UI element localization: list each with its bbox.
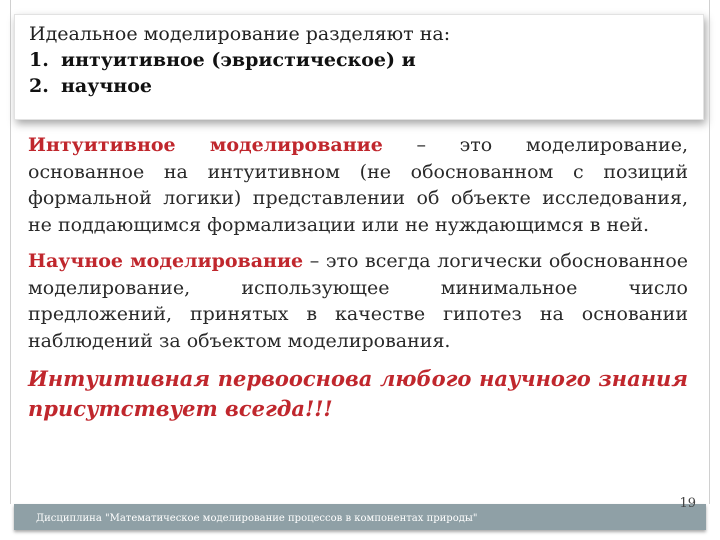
footer-bar [14,504,706,530]
term-intuitive: Интуитивное моделирование [28,134,383,156]
definition-text: – это всегда логически обоснованное моделирование, использующее минимальное число предложений, принятых в качестве гипотез на основании наблюдений за объектом моделирования. [28,250,689,352]
intro-box [14,14,704,120]
list-item-text: научное [61,75,152,97]
term-scientific: Научное моделирование [28,250,304,272]
page-number: 19 [679,496,696,511]
list-number: 1. [29,49,49,71]
definition-text: – это моделирование, основанное на интуитивном (не обоснованном с позиций формальной логики) представлении об объекте исследования, не поддающимся формализации или не нуждающимся в ней. [28,134,688,236]
list-number: 2. [29,75,49,97]
definition-intuitive [28,132,688,238]
list-item [29,73,689,99]
list-item-text: интуитивное (эвристическое) и [61,49,416,71]
intro-heading: Идеальное моделирование разделяют на: [29,23,451,45]
main-content [28,132,688,424]
conclusion-statement: Интуитивная первооснова любого научного знания присутствует всегда!!! [28,366,688,421]
list-item [29,47,689,73]
definition-scientific [28,248,688,354]
classification-list [29,47,689,99]
footer-discipline: Дисциплина "Математическое моделирование процессов в компонентах природы" [36,513,478,524]
